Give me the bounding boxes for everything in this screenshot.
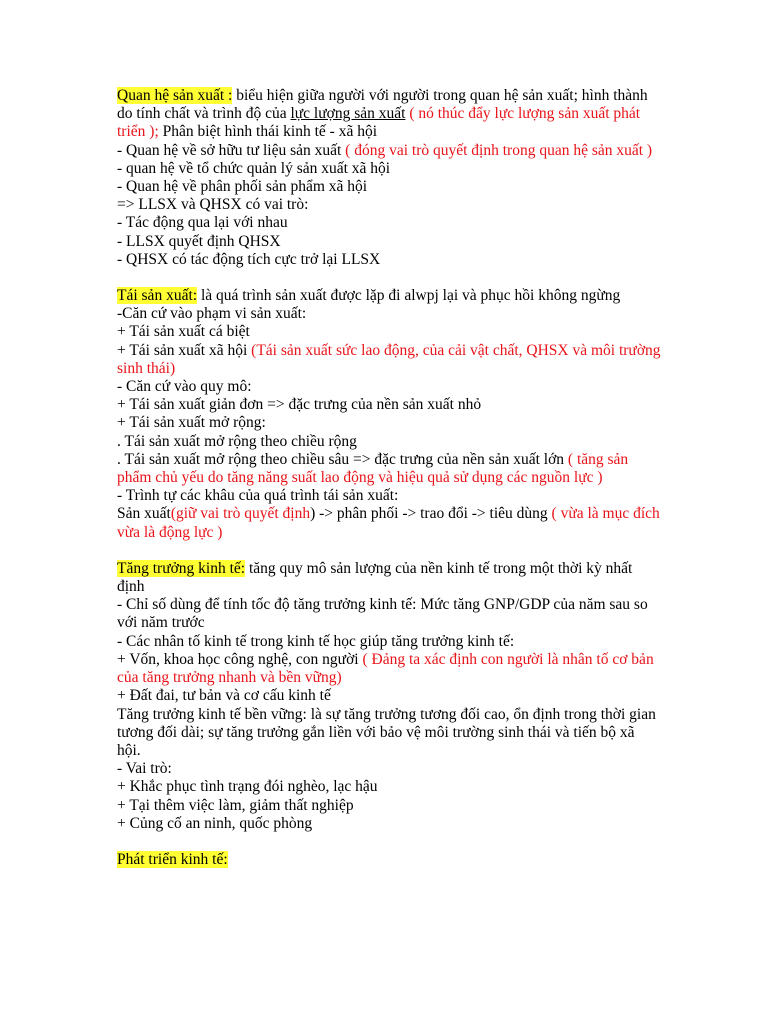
line-text: ) -> phân phối -> trao đổi -> tiêu dùng (310, 505, 548, 523)
section-heading: Quan hệ sản xuất : (117, 87, 233, 104)
red-note: ( vừa là mục đích vừa là động lực ) (117, 505, 660, 541)
text-line: + Củng cố an ninh, quốc phòng (117, 814, 313, 832)
intro-text: biểu hiện giữa người với người trong quan hệ sản xuất; hình thành do tính chất và trình độ của (117, 87, 648, 123)
red-note: (giữ vai trò quyết định (170, 505, 311, 523)
intro-text: là quá trình sản xuất được lặp đi alwpj lại và phục hồi không ngừng (197, 287, 621, 305)
red-note: ( nó thúc đẩy lực lượng sản xuất phát triển ); (117, 105, 641, 141)
text-line: - QHSX có tác động tích cực trở lại LLSX (117, 250, 381, 268)
section-intro (117, 87, 662, 142)
section-phat-trien-kinh-te (117, 851, 662, 869)
underlined-term: lực lượng sản xuất (290, 105, 406, 123)
intro-text: tăng quy mô sản lượng của nền kinh tế trong một thời kỳ nhất định (117, 559, 633, 596)
document-content (117, 87, 662, 869)
text-line: - Căn cứ vào quy mô: (117, 378, 252, 396)
text-line: + Tái sản xuất mở rộng: (117, 414, 266, 432)
line-text: - Quan hệ về sở hữu tư liệu sản xuất (117, 141, 342, 159)
section-intro (117, 851, 662, 869)
section-tang-truong-kinh-te (117, 560, 662, 833)
section-heading: Phát triển kinh tế: (117, 850, 228, 868)
red-note: (Tái sản xuất sức lao động, của cải vật chất, QHSX và môi trường sinh thái) (117, 341, 661, 377)
section-tai-san-xuat (117, 287, 662, 542)
text-line: + Tái sản xuất cá biệt (117, 323, 250, 341)
section-quan-he-san-xuat (117, 87, 662, 269)
text-line: - Các nhân tố kinh tế trong kinh tế học giúp tăng trưởng kinh tế: (117, 632, 515, 650)
text-line: . Tái sản xuất mở rộng theo chiều rộng (117, 432, 357, 450)
intro-text: Phân biệt hình thái kinh tế - xã hội (158, 123, 378, 141)
line-text: . Tái sản xuất mở rộng theo chiều sâu => đặc trưng của nền sản xuất lớn (117, 450, 565, 468)
section-intro (117, 560, 662, 596)
text-line (117, 342, 662, 378)
text-line (117, 142, 662, 160)
line-text: Sản xuất (117, 505, 171, 523)
text-line (117, 451, 662, 487)
text-line: - Tác động qua lại với nhau (117, 214, 288, 232)
text-line: + Tái sản xuất giản đơn => đặc trưng của nền sản xuất nhỏ (117, 396, 482, 414)
text-line: Tăng trưởng kinh tế bền vững: là sự tăng trưởng tương đối cao, ổn định trong thời gian tương đối dài; sự tăng trưởng gắn liền với bảo vệ môi trường sinh thái và tiến bộ xã hội. (117, 705, 656, 759)
paragraph-gap (117, 269, 662, 287)
line-text: + Vốn, khoa học công nghệ, con người (117, 650, 359, 668)
text-line: -Căn cứ vào phạm vi sản xuất: (117, 305, 307, 323)
text-line: + Khắc phục tình trạng đói nghèo, lạc hậu (117, 778, 378, 796)
paragraph-gap (117, 833, 662, 851)
text-line: - LLSX quyết định QHSX (117, 232, 281, 250)
line-text: + Tái sản xuất xã hội (117, 341, 248, 359)
section-intro (117, 287, 662, 305)
paragraph-gap (117, 542, 662, 560)
text-line (117, 651, 662, 687)
text-line: - Chỉ số dùng để tính tốc độ tăng trưởng kinh tế: Mức tăng GNP/GDP của năm sau so với năm trước (117, 596, 648, 632)
section-heading: Tái sản xuất: (117, 287, 198, 305)
text-line: - quan hệ về tổ chức quản lý sản xuất xã hội (117, 159, 391, 177)
text-line: => LLSX và QHSX có vai trò: (117, 196, 309, 214)
text-line: + Tại thêm việc làm, giảm thất nghiệp (117, 796, 354, 814)
text-line: - Trình tự các khâu của quá trình tái sản xuất: (117, 487, 399, 505)
text-line: - Vai trò: (117, 760, 172, 778)
red-note: ( Đảng ta xác định con người là nhân tố cơ bản của tăng trưởng nhanh và bền vững) (117, 650, 654, 687)
section-heading: Tăng trưởng kinh tế: (117, 559, 246, 577)
text-line: + Đất đai, tư bản và cơ cấu kinh tế (117, 687, 331, 705)
text-line: - Quan hệ về phân phối sản phẩm xã hội (117, 178, 368, 196)
red-note: ( tăng sản phẩm chủ yếu do tăng năng suất lao động và hiệu quả sử dụng các nguồn lực ) (117, 450, 629, 487)
text-line (117, 505, 662, 541)
red-note: ( đóng vai trò quyết định trong quan hệ sản xuất ) (341, 141, 653, 159)
